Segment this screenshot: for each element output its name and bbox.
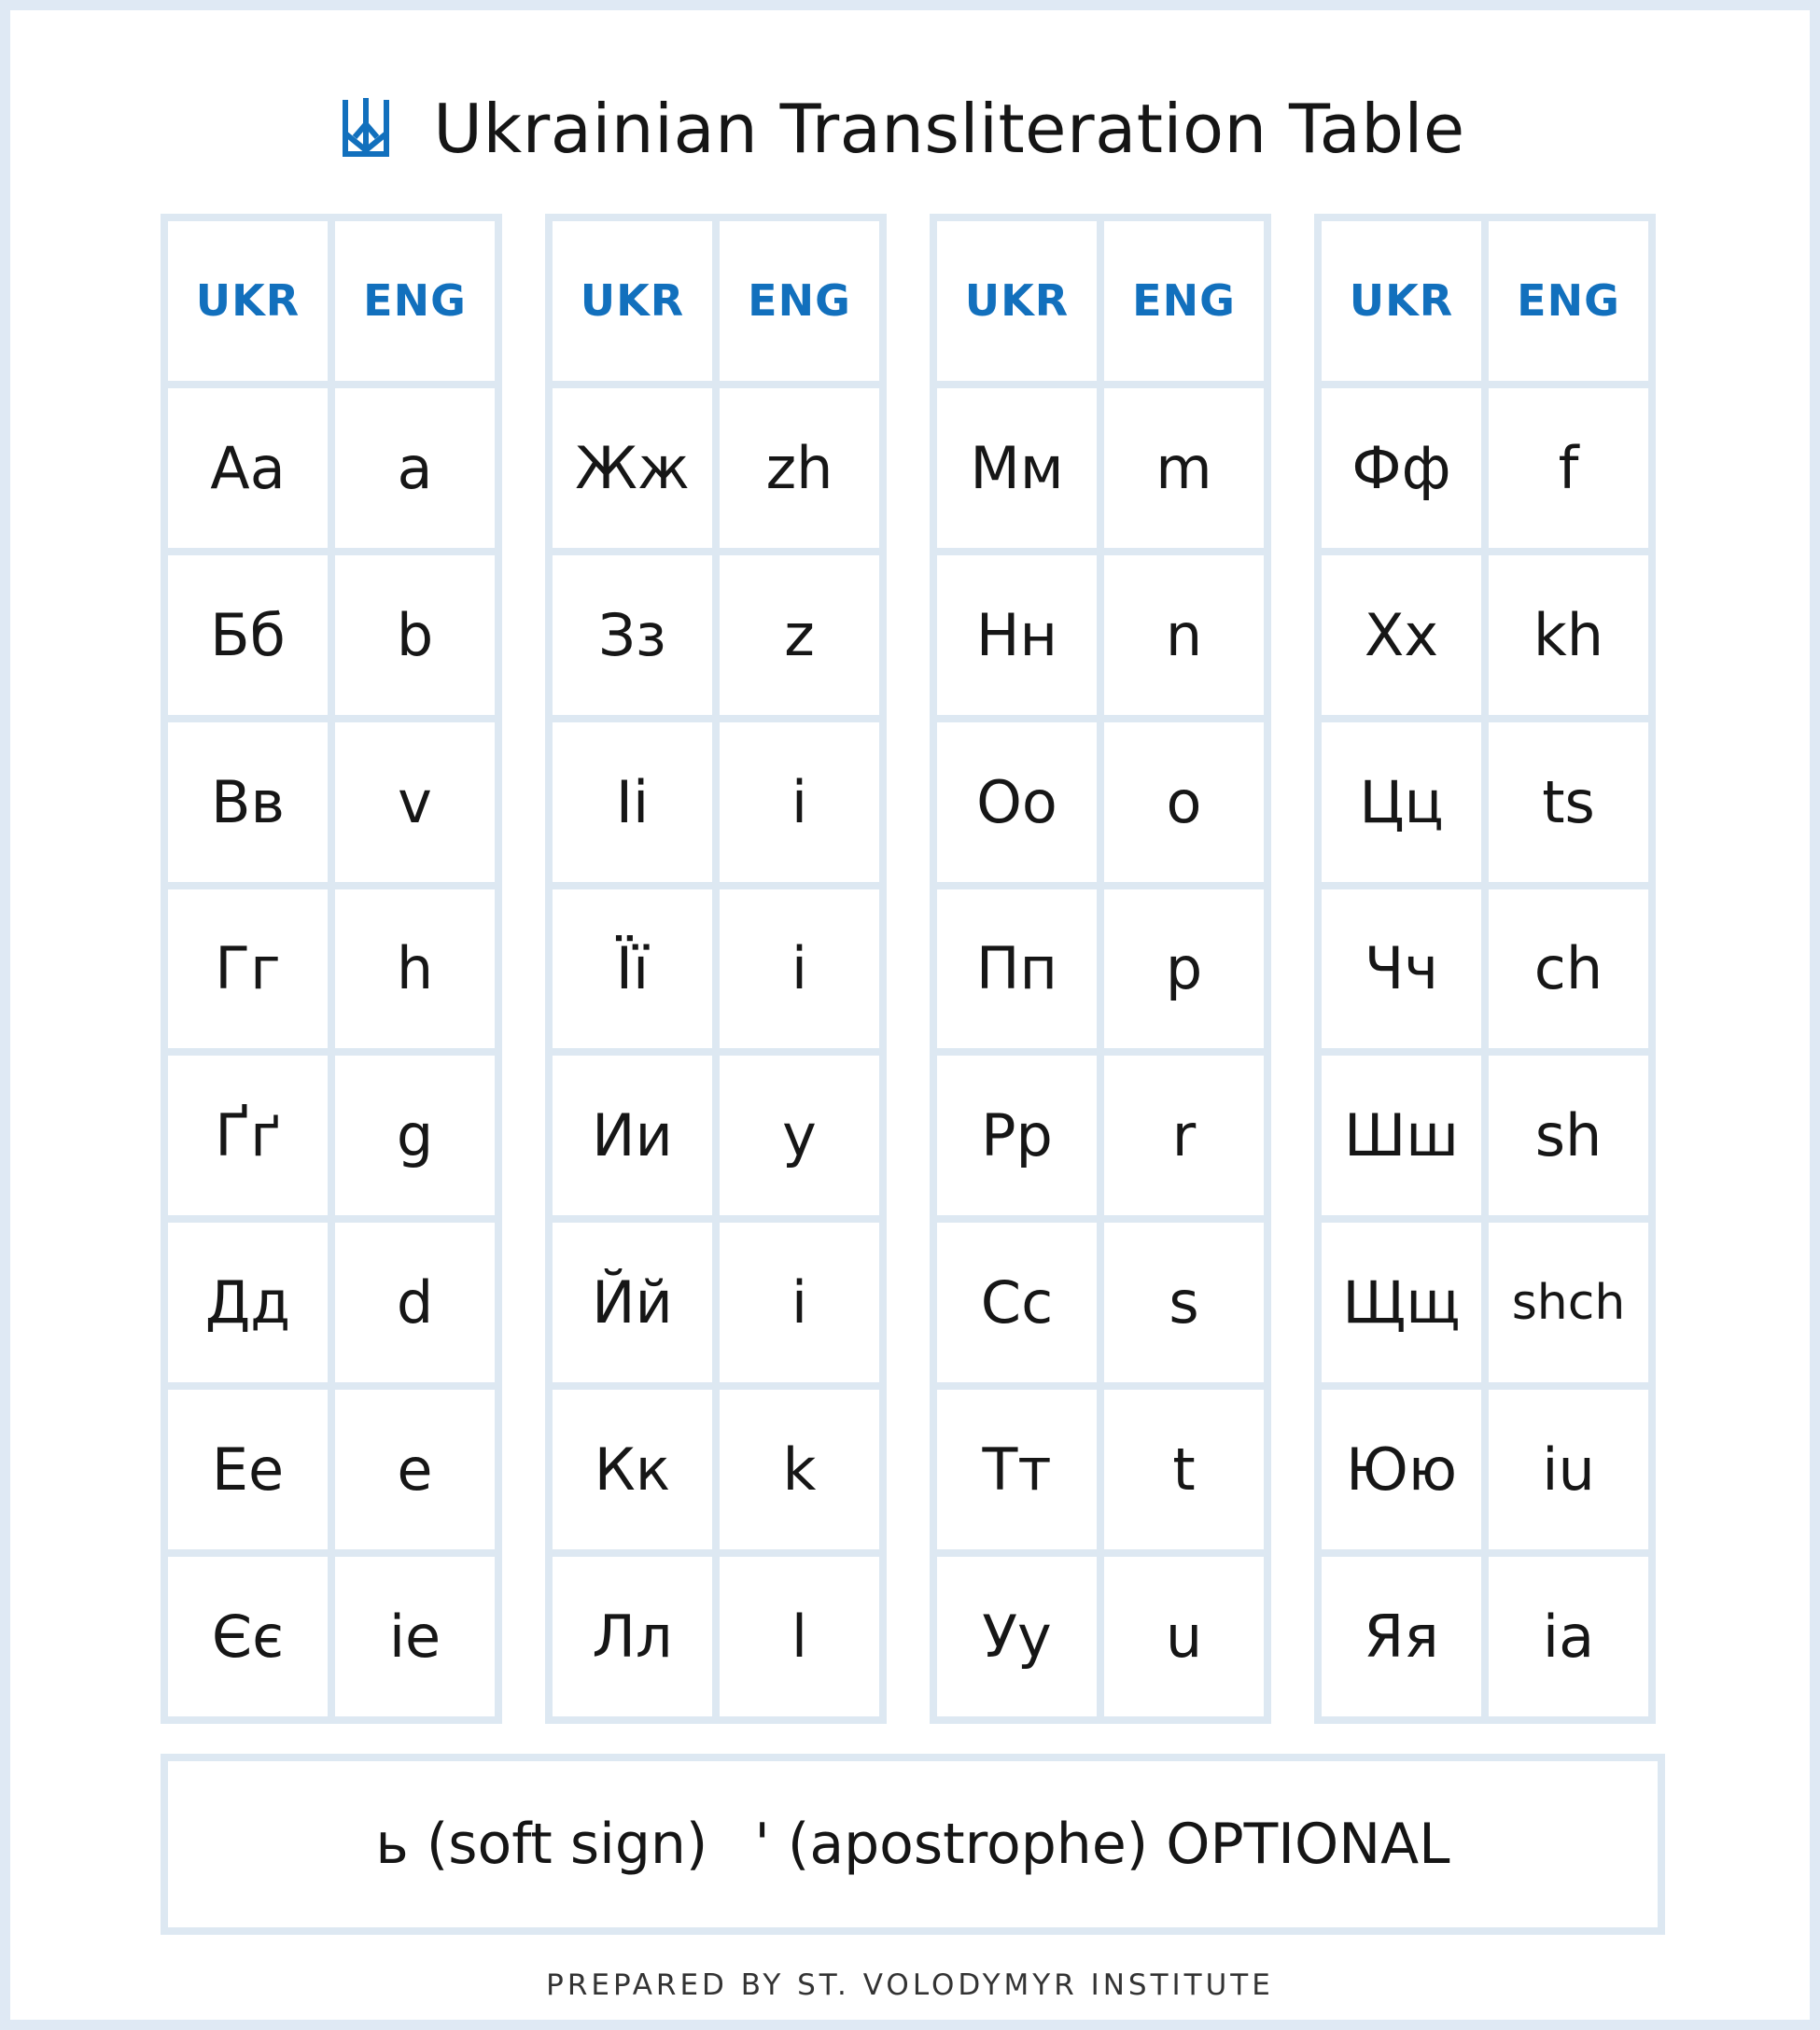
header-eng: ENG xyxy=(1489,221,1648,381)
ukr-letter: Вв xyxy=(168,722,328,882)
eng-translit: i xyxy=(720,1223,879,1382)
footer-credit: PREPARED BY ST. VOLODYMYR INSTITUTE xyxy=(546,1968,1274,2002)
tryzub-icon xyxy=(342,96,390,161)
ukr-letter: Тт xyxy=(937,1390,1097,1549)
header-ukr: UKR xyxy=(937,221,1097,381)
soft-sign-note: ь (soft sign) xyxy=(375,1812,708,1877)
eng-translit: d xyxy=(335,1223,495,1382)
eng-translit: n xyxy=(1104,555,1264,715)
ukr-letter: Пп xyxy=(937,889,1097,1049)
eng-translit: e xyxy=(335,1390,495,1549)
eng-translit: ie xyxy=(335,1557,495,1716)
ukr-letter: Бб xyxy=(168,555,328,715)
ukr-letter: Нн xyxy=(937,555,1097,715)
ukr-letter: Рр xyxy=(937,1056,1097,1215)
ukr-letter: Мм xyxy=(937,388,1097,548)
eng-translit: i xyxy=(720,722,879,882)
ukr-letter: Її xyxy=(553,889,712,1049)
eng-translit: sh xyxy=(1489,1056,1648,1215)
eng-translit: p xyxy=(1104,889,1264,1049)
translit-column-4 xyxy=(1314,214,1656,1724)
ukr-letter: Єє xyxy=(168,1557,328,1716)
ukr-letter: Уу xyxy=(937,1557,1097,1716)
ukr-letter: Лл xyxy=(553,1557,712,1716)
special-signs-note xyxy=(161,1754,1665,1935)
ukr-letter: Юю xyxy=(1322,1390,1481,1549)
ukr-letter: Шш xyxy=(1322,1056,1481,1215)
eng-translit: k xyxy=(720,1390,879,1549)
eng-translit: v xyxy=(335,722,495,882)
header-ukr: UKR xyxy=(1322,221,1481,381)
eng-translit: l xyxy=(720,1557,879,1716)
ukr-letter: Гг xyxy=(168,889,328,1049)
eng-translit: iu xyxy=(1489,1390,1648,1549)
ukr-letter: Сс xyxy=(937,1223,1097,1382)
eng-translit: s xyxy=(1104,1223,1264,1382)
translit-column-1 xyxy=(161,214,502,1724)
eng-translit: o xyxy=(1104,722,1264,882)
translit-column-2 xyxy=(545,214,887,1724)
eng-translit: i xyxy=(720,889,879,1049)
ukr-letter: Яя xyxy=(1322,1557,1481,1716)
ukr-letter: Аа xyxy=(168,388,328,548)
apostrophe-note: ' (apostrophe) OPTIONAL xyxy=(754,1812,1450,1877)
eng-translit: z xyxy=(720,555,879,715)
eng-translit: y xyxy=(720,1056,879,1215)
eng-translit: t xyxy=(1104,1390,1264,1549)
header-eng: ENG xyxy=(335,221,495,381)
eng-translit: b xyxy=(335,555,495,715)
ukr-letter: Іі xyxy=(553,722,712,882)
ukr-letter: Цц xyxy=(1322,722,1481,882)
ukr-letter: Зз xyxy=(553,555,712,715)
eng-translit: zh xyxy=(720,388,879,548)
eng-translit: shch xyxy=(1489,1223,1648,1382)
ukr-letter: Щщ xyxy=(1322,1223,1481,1382)
ukr-letter: Оо xyxy=(937,722,1097,882)
eng-translit: u xyxy=(1104,1557,1264,1716)
ukr-letter: Йй xyxy=(553,1223,712,1382)
eng-translit: f xyxy=(1489,388,1648,548)
transliteration-sheet xyxy=(10,10,1810,2020)
header xyxy=(10,77,1810,180)
translit-column-3 xyxy=(930,214,1271,1724)
eng-translit: a xyxy=(335,388,495,548)
ukr-letter: Ґґ xyxy=(168,1056,328,1215)
header-ukr: UKR xyxy=(553,221,712,381)
header-ukr: UKR xyxy=(168,221,328,381)
eng-translit: r xyxy=(1104,1056,1264,1215)
ukr-letter: Фф xyxy=(1322,388,1481,548)
eng-translit: h xyxy=(335,889,495,1049)
header-eng: ENG xyxy=(1104,221,1264,381)
eng-translit: kh xyxy=(1489,555,1648,715)
eng-translit: g xyxy=(335,1056,495,1215)
ukr-letter: Жж xyxy=(553,388,712,548)
eng-translit: ia xyxy=(1489,1557,1648,1716)
ukr-letter: Чч xyxy=(1322,889,1481,1049)
ukr-letter: Дд xyxy=(168,1223,328,1382)
eng-translit: ts xyxy=(1489,722,1648,882)
ukr-letter: Хх xyxy=(1322,555,1481,715)
eng-translit: m xyxy=(1104,388,1264,548)
ukr-letter: Ии xyxy=(553,1056,712,1215)
page-title: Ukrainian Transliteration Table xyxy=(433,90,1465,168)
eng-translit: ch xyxy=(1489,889,1648,1049)
header-eng: ENG xyxy=(720,221,879,381)
ukr-letter: Ее xyxy=(168,1390,328,1549)
ukr-letter: Кк xyxy=(553,1390,712,1549)
